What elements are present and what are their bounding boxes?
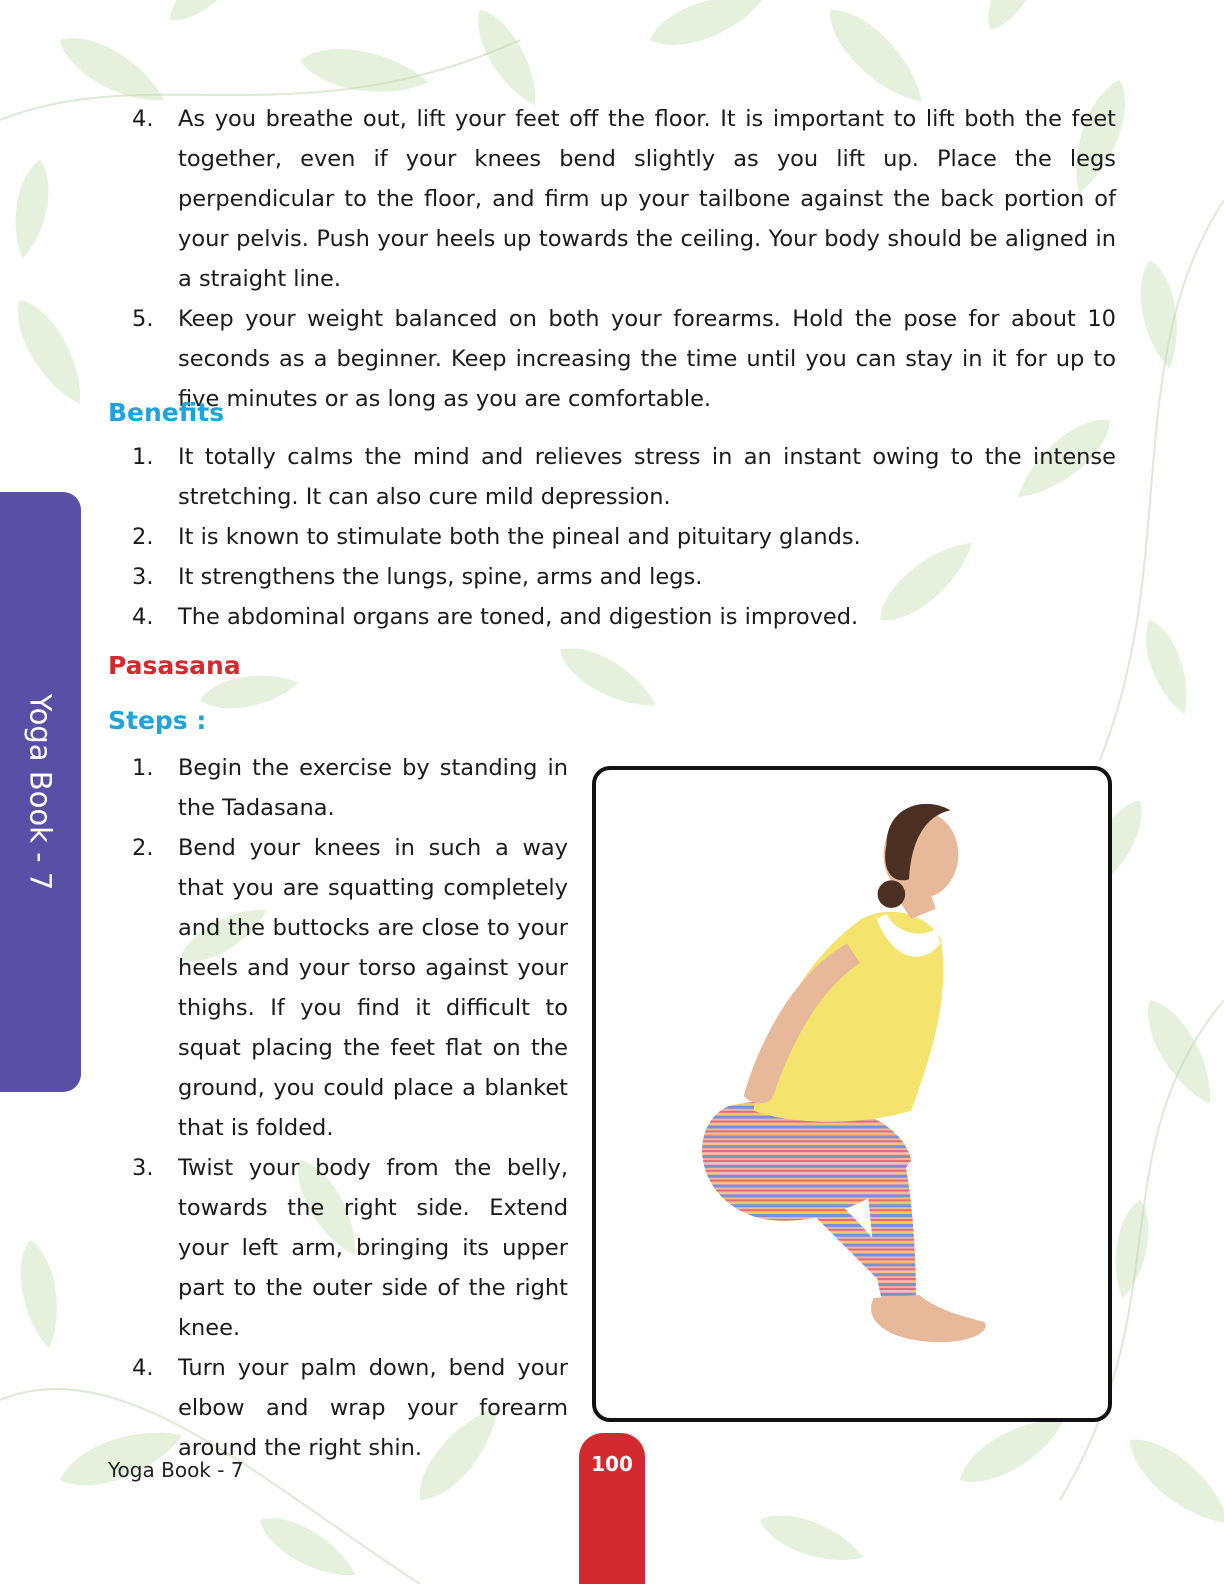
list-item: 2. Bend your knees in such a way that you are squatting completely and the buttocks are close to your heels and your torso against your thighs. If you find it difficult to squat placing the feet flat on the ground, you could place a blanket that is folded.: [132, 835, 568, 1141]
list-item: 5. Keep your weight balanced on both your forearms. Hold the pose for about 10 seconds as a beginner. Keep increasing the time until you can stay in it for up to five minutes or as long as you are comfortable.: [132, 306, 1116, 412]
list-item: 4. Turn your palm down, bend your elbow and wrap your forearm around the right shin.: [132, 1355, 568, 1461]
pasasana-heading: Pasasana: [108, 651, 241, 680]
list-item: 4. As you breathe out, lift your feet off the floor. It is important to lift both the feet together, even if your knees bend slightly as you lift up. Place the legs perpendicular to the floor, and firm up your tailbone against the back portion of your pelvis. Push your heels up towards the ceiling. Your body should be aligned in a straight line.: [132, 106, 1116, 292]
list-item: 1. Begin the exercise by standing in the Tadasana.: [132, 755, 568, 821]
steps-heading: Steps :: [108, 706, 207, 735]
pasasana-steps-list: [108, 748, 568, 1468]
list-item: 3. Twist your body from the belly, towards the right side. Extend your left arm, bringing its upper part to the outer side of the right knee.: [132, 1155, 568, 1341]
list-item: 2. It is known to stimulate both the pineal and pituitary glands.: [132, 524, 861, 550]
page-number: 100: [591, 1452, 633, 1476]
list-item: 4. The abdominal organs are toned, and digestion is improved.: [132, 604, 859, 630]
benefits-list: [108, 437, 1116, 637]
footer-book-title: Yoga Book - 7: [108, 1458, 244, 1482]
benefits-heading: Benefits: [108, 398, 225, 427]
list-item: 1. It totally calms the mind and relieves stress in an instant owing to the intense stretching. It can also cure mild depression.: [132, 444, 1116, 510]
continued-steps-list: [108, 99, 1116, 419]
pasasana-pose-illustration: [596, 770, 1108, 1418]
pose-photo-frame: [592, 766, 1112, 1422]
side-tab-label: Yoga Book - 7: [23, 693, 58, 891]
list-item: 3. It strengthens the lungs, spine, arms and legs.: [132, 564, 703, 590]
side-book-tab: [0, 492, 81, 1092]
